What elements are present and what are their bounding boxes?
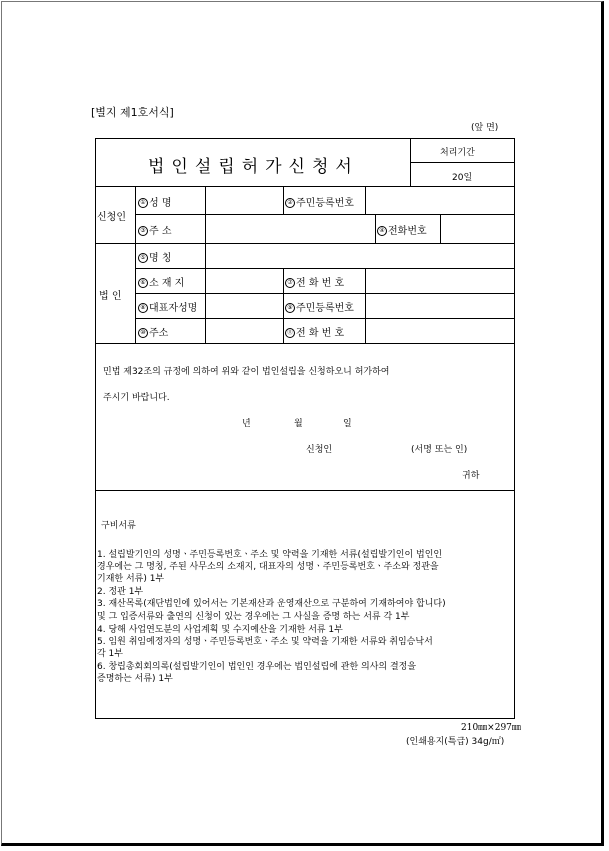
doc-line: 각 1부 <box>97 649 123 659</box>
doc-line: 4. 당해 사업연도분의 사업계획 및 수지예산을 기재한 서류 1부 <box>97 625 343 635</box>
addressee-label: 귀하 <box>462 471 480 481</box>
date-month: 월 <box>294 419 303 429</box>
doc-line: 2. 정관 1부 <box>97 587 144 597</box>
form-title: 법인설립허가신청서 <box>148 157 359 177</box>
processing-value: 20일 <box>452 173 473 183</box>
applicant-signature-label: 신청인 <box>306 445 333 455</box>
statement-line-2: 주시기 바랍니다. <box>103 393 170 403</box>
form-reference: [별지 제1호서식] <box>91 106 174 119</box>
corp-rep-phone-label: ⑪ 전 화 번 호 <box>286 328 345 339</box>
applicant-name-label: ① 성 명 <box>138 194 172 209</box>
applicant-section-label: 신청인 <box>97 212 126 223</box>
doc-line: 3. 재산목록(재단법인에 있어서는 기본재산과 운영재산으로 구분하여 기재하여야 합니다) <box>97 599 446 609</box>
corp-rep-rrn-label: ⑨ 주민등록번호 <box>285 299 354 314</box>
doc-line: 및 그 입증서류와 출연의 신청이 있는 경우에는 그 사실을 증명 하는 서류 각 1부 <box>97 612 410 622</box>
statement-line-1: 민법 제32조의 규정에 의하여 위와 같이 법인설립을 신청하오니 허가하여 <box>103 367 390 377</box>
corp-section-label: 법 인 <box>99 291 122 302</box>
applicant-address-label: ③ 주 소 <box>138 222 172 237</box>
processing-label: 처리기간 <box>440 148 475 158</box>
corp-rep-name-label: ⑧ 대표자성명 <box>138 299 197 314</box>
doc-line: 1. 설립발기인의 성명ㆍ주민등록번호ㆍ주소 및 약력을 기재한 서류(설립발기인이 법인인 <box>97 550 443 560</box>
corp-location-label: ⑥ 소 재 지 <box>138 274 184 289</box>
applicant-rrn-label: ② 주민등록번호 <box>285 194 354 209</box>
date-day: 일 <box>343 419 352 429</box>
sign-or-seal-label: (서명 또는 인) <box>411 445 468 455</box>
paper-spec: (인쇄용지(특급) 34g/㎡) <box>406 737 505 747</box>
corp-rep-address-label: ⑩ 주소 <box>138 324 168 339</box>
doc-line: 경우에는 그 명칭, 주된 사무소의 소재지, 대표자의 성명ㆍ주민등록번호ㆍ주소와 정관을 <box>97 562 439 572</box>
date-year: 년 <box>242 419 251 429</box>
doc-line: 6. 창립총회회의록(설립발기인이 법인인 경우에는 법인설립에 관한 의사의 결정을 <box>97 662 417 672</box>
required-documents-heading: 구비서류 <box>101 521 136 531</box>
side-label: (앞 면) <box>471 123 499 133</box>
corp-name-label: ⑤ 명 칭 <box>138 249 172 264</box>
doc-line: 기재한 서류) 1부 <box>97 574 165 584</box>
corp-phone-label: ⑦ 전 화 번 호 <box>285 274 344 289</box>
applicant-phone-label: ④ 전화번호 <box>377 222 427 237</box>
doc-line: 증명하는 서류) 1부 <box>97 674 173 684</box>
doc-line: 5. 임원 취임예정자의 성명ㆍ주민등록번호ㆍ주소 및 약력을 기재한 서류와 취임승낙서 <box>97 637 433 647</box>
paper-size: 210㎜×297㎜ <box>461 723 521 733</box>
